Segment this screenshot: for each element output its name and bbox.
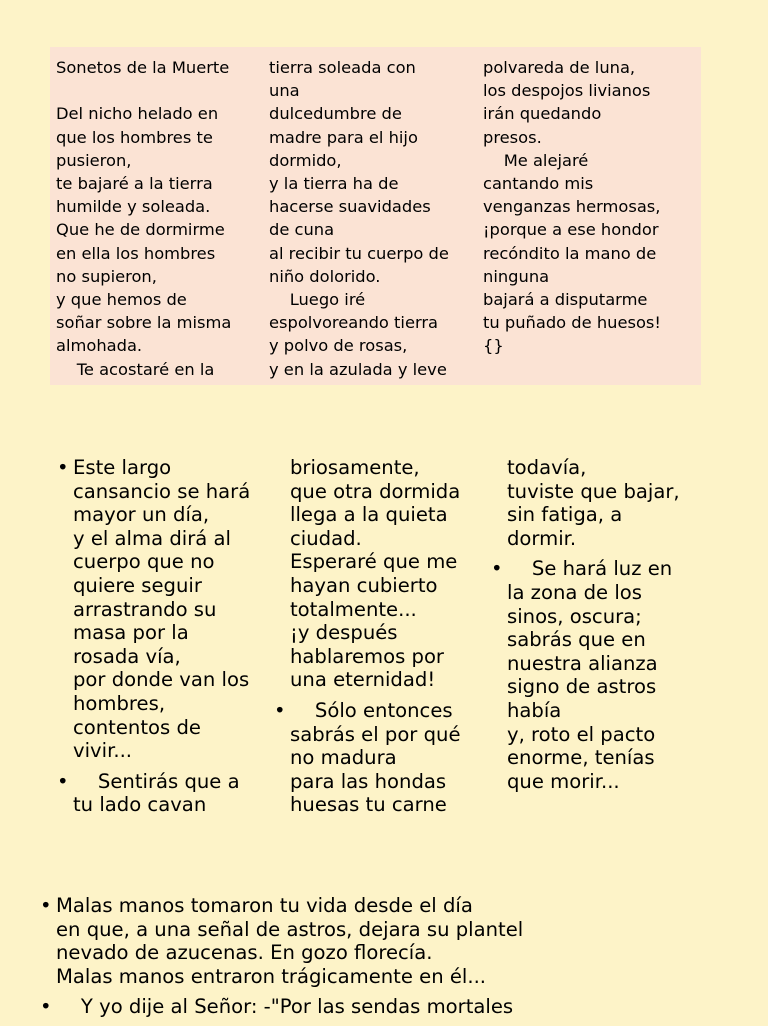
list-item-text: Malas manos tomaron tu vida desde el día en que, a una señal de astros, dejara su plantel nevado de azucenas. En gozo florecía. Malas manos entraron trágicamente en él... xyxy=(56,894,524,988)
continuation-text: briosamente, que otra dormida llega a la quieta ciudad. Esperaré que me hayan cubierto totalmente... ¡y después hablaremos por una eternidad! xyxy=(290,456,461,692)
poem-column-3: polvareda de luna, los despojos livianos irán quedando presos. Me alejaré cantando mis venganzas hermosas, ¡porque a ese hondor recóndito la mano de ninguna bajará a disputarme tu puñado de huesos! {} xyxy=(483,58,661,356)
list-item-text: Y yo dije al Señor: -"Por las sendas mortales xyxy=(56,995,514,1019)
bottom-section xyxy=(40,894,523,1026)
slide-column-1 xyxy=(57,456,250,824)
poem-column-2: tierra soleada con una dulcedumbre de madre para el hijo dormido, y la tierra ha de hacerse suavidades de cuna al recibir tu cuerpo de niño dolorido. Luego iré espolvoreando tierra y polvo de rosas, y en la azulada y leve xyxy=(269,58,449,379)
list-item xyxy=(40,995,523,1019)
bullet-icon: • xyxy=(57,769,69,793)
list-item xyxy=(57,770,250,817)
slide-column-2 xyxy=(274,456,461,824)
bullet-icon: • xyxy=(57,456,69,479)
poem-column-1: Sonetos de la Muerte Del nicho helado en que los hombres te pusieron, te bajaré a la tierra humilde y soleada. Que he de dormirme en ella los hombres no supieron, y que hemos de soñar sobre la misma almohada. Te acostaré en la xyxy=(56,58,232,379)
list-item-text: Se hará luz en la zona de los sinos, oscura; sabrás que en nuestra alianza signo de astros había y, roto el pacto enorme, tenías que morir... xyxy=(507,557,673,793)
continuation-text: todavía, tuviste que bajar, sin fatiga, a dormir. xyxy=(507,456,680,550)
list-item xyxy=(274,699,461,817)
bullet-icon: • xyxy=(40,894,52,917)
bullet-icon: • xyxy=(274,698,286,722)
slide-column-3 xyxy=(491,456,680,800)
list-item xyxy=(57,456,250,763)
list-item xyxy=(40,894,523,988)
bullet-icon: • xyxy=(40,995,52,1019)
list-item-text: Sólo entonces sabrás el por qué no madura para las hondas huesas tu carne xyxy=(290,698,461,817)
list-item xyxy=(491,557,680,793)
bullet-icon: • xyxy=(491,557,503,581)
list-item-text: Este largo cansancio se hará mayor un día, y el alma dirá al cuerpo que no quiere seguir arrastrando su masa por la rosada vía, por donde van los hombres, contentos de vivir... xyxy=(73,456,251,763)
list-item-text: Sentirás que a tu lado cavan xyxy=(73,769,240,817)
